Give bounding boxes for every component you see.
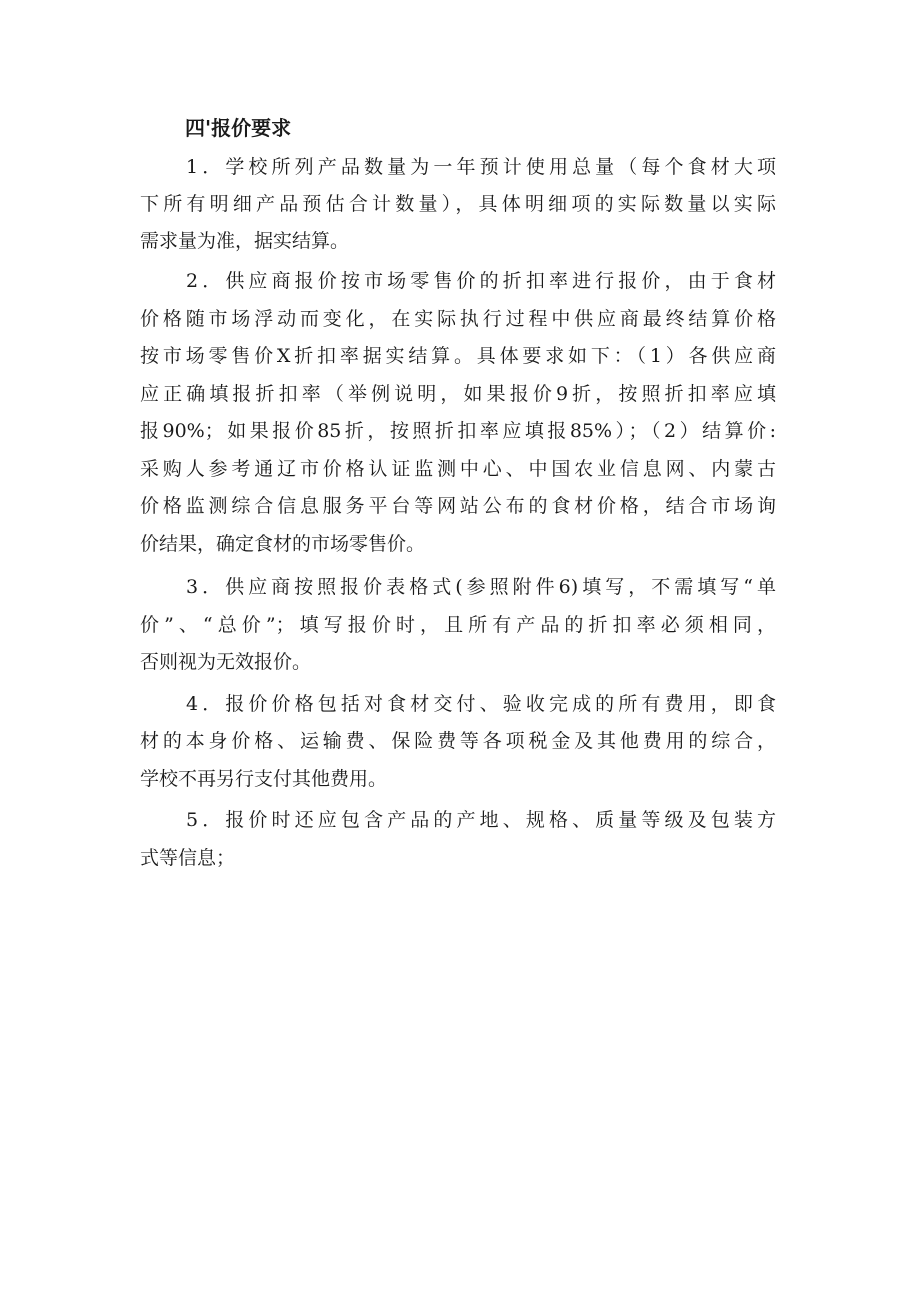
paragraph-1-line-3: 需求量为准，据实结算。 xyxy=(140,230,350,252)
paragraph-1-line-1: 1．学校所列产品数量为一年预计使用总量（每个食材大项 xyxy=(186,156,776,178)
paragraph-3-line-2: 价”、“总价”；填写报价时，且所有产品的折扣率必须相同， xyxy=(140,614,776,636)
paragraph-1-line-2: 下所有明细产品预估合计数量），具体明细项的实际数量以实际 xyxy=(140,193,776,215)
paragraph-5-line-2: 式等信息； xyxy=(140,847,236,869)
paragraph-2-line-7: 价格监测综合信息服务平台等网站公布的食材价格，结合市场询 xyxy=(140,495,776,517)
paragraph-2-line-1: 2．供应商报价按市场零售价的折扣率进行报价，由于食材 xyxy=(186,270,776,292)
paragraph-2-line-5: 报90%；如果报价85折，按照折扣率应填报85%）；（2）结算价: xyxy=(140,420,776,442)
paragraph-4-line-1: 4．报价价格包括对食材交付、验收完成的所有费用，即食 xyxy=(186,693,776,715)
paragraph-2-line-2: 价格随市场浮动而变化，在实际执行过程中供应商最终结算价格 xyxy=(140,308,776,330)
paragraph-2-line-3: 按市场零售价X折扣率据实结算。具体要求如下：（1）各供应商 xyxy=(140,345,776,367)
paragraph-3-line-3: 否则视为无效报价。 xyxy=(140,651,312,673)
paragraph-2-line-4: 应正确填报折扣率（举例说明，如果报价9折，按照折扣率应填 xyxy=(140,383,776,405)
paragraph-4-line-2: 材的本身价格、运输费、保险费等各项税金及其他费用的综合， xyxy=(140,730,776,752)
section-heading: 四'报价要求 xyxy=(185,116,292,140)
paragraph-4-line-3: 学校不再另行支付其他费用。 xyxy=(140,768,388,790)
paragraph-2-line-8: 价结果，确定食材的市场零售价。 xyxy=(140,533,426,555)
paragraph-5-line-1: 5．报价时还应包含产品的产地、规格、质量等级及包装方 xyxy=(186,809,776,831)
paragraph-3-line-1: 3．供应商按照报价表格式(参照附件6)填写，不需填写“单 xyxy=(186,576,776,598)
paragraph-2-line-6: 采购人参考通辽市价格认证监测中心、中国农业信息网、内蒙古 xyxy=(140,458,776,480)
